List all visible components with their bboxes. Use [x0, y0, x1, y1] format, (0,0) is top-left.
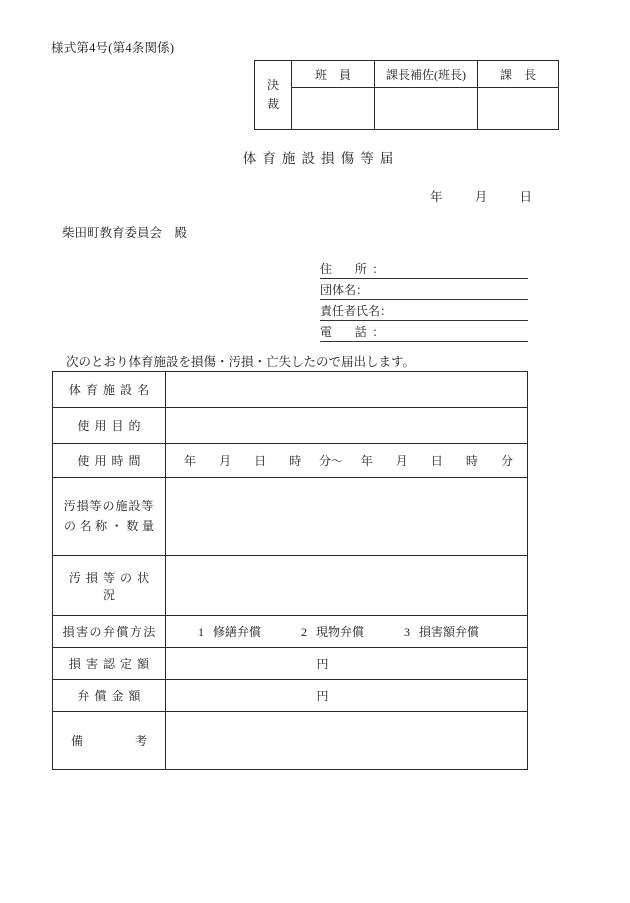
- form-code-label: 様式第4号(第4条関係): [51, 41, 175, 55]
- field-row-organization: [320, 279, 528, 300]
- start-year-label: 年: [184, 454, 197, 468]
- label-damaged-items: [53, 478, 166, 556]
- table-row-compensation-amount: [53, 680, 528, 712]
- start-hour-label: 時: [289, 454, 302, 468]
- label-remarks-text: [57, 732, 161, 749]
- value-assessed-damage[interactable]: [166, 648, 528, 680]
- label-usage-time: [53, 444, 166, 478]
- compensation-option-monetary-number: 3: [404, 625, 411, 639]
- end-hour-label: 時: [465, 454, 478, 468]
- compensation-amount-currency-unit: 円: [316, 689, 329, 703]
- applicant-fields-group: [320, 258, 528, 342]
- compensation-option-monetary-label: 損害額弁償: [419, 625, 480, 639]
- start-minute-label: 分～: [318, 454, 343, 468]
- table-row-compensation-method: [53, 616, 528, 648]
- approval-header-assistant-chief: 課長補佐(班長): [375, 61, 478, 88]
- compensation-options-row: [166, 623, 527, 640]
- organization-label: 団体名：: [320, 283, 369, 297]
- representative-input[interactable]: [392, 302, 528, 320]
- value-purpose[interactable]: [166, 408, 528, 444]
- label-remarks-left: 備: [71, 734, 84, 748]
- label-compensation-amount-text: 弁償金額: [77, 689, 146, 703]
- start-day-label: 日: [254, 454, 267, 468]
- label-damage-condition-text: 汚損等の状況: [68, 570, 155, 602]
- label-assessed-damage-text: 損害認定額: [68, 657, 155, 671]
- addressee-line: 柴田町教育委員会 殿: [62, 226, 188, 240]
- assessed-damage-amount-row: [166, 655, 527, 672]
- approval-stamp-chief[interactable]: [478, 88, 559, 130]
- label-purpose: [53, 408, 166, 444]
- label-remarks: [53, 712, 166, 770]
- date-month-label: 月: [474, 190, 488, 204]
- compensation-option-in-kind[interactable]: [301, 623, 364, 640]
- representative-label: 責任者氏名：: [320, 304, 393, 318]
- address-input[interactable]: [390, 260, 528, 278]
- date-line: [430, 187, 532, 205]
- field-row-representative: [320, 300, 528, 321]
- main-form-table: [52, 371, 528, 770]
- date-day-label: 日: [519, 190, 533, 204]
- approval-table: [254, 60, 559, 130]
- approval-header-member: 班 員: [292, 61, 375, 88]
- document-title: 体育施設損傷等届: [242, 151, 400, 166]
- value-compensation-method[interactable]: [166, 616, 528, 648]
- approval-header-chief: 課 長: [478, 61, 559, 88]
- table-row-damage-condition: [53, 556, 528, 616]
- label-facility-name-text: 体育施設名: [68, 383, 155, 397]
- label-compensation-method-text: 損害の弁償方法: [62, 625, 157, 639]
- table-row-purpose: [53, 408, 528, 444]
- approval-stamp-row: [255, 88, 559, 130]
- field-row-telephone: [320, 321, 528, 342]
- address-label: 住 所：: [320, 262, 390, 276]
- table-row-facility-name: [53, 372, 528, 408]
- value-usage-time[interactable]: [166, 444, 528, 478]
- field-row-address: [320, 258, 528, 279]
- approval-decision-label: [255, 61, 292, 130]
- label-purpose-text: 使用目的: [77, 419, 146, 433]
- label-remarks-right: 考: [134, 734, 147, 748]
- end-year-label: 年: [360, 454, 373, 468]
- start-month-label: 月: [219, 454, 232, 468]
- table-row-damaged-items: [53, 478, 528, 556]
- label-damaged-items-line2: の名称・数量: [63, 518, 158, 533]
- table-row-assessed-damage: [53, 648, 528, 680]
- value-damaged-items[interactable]: [166, 478, 528, 556]
- table-row-usage-time: [53, 444, 528, 478]
- assessed-damage-currency-unit: 円: [316, 657, 329, 671]
- value-compensation-amount[interactable]: [166, 680, 528, 712]
- compensation-option-monetary[interactable]: [404, 623, 479, 640]
- date-year-label: 年: [430, 190, 443, 204]
- value-facility-name[interactable]: [166, 372, 528, 408]
- approval-stamp-member[interactable]: [292, 88, 375, 130]
- compensation-option-repair[interactable]: [198, 623, 261, 640]
- usage-time-inline-row: [166, 452, 527, 469]
- telephone-input[interactable]: [390, 323, 528, 341]
- decision-label-line1: 決: [266, 78, 279, 93]
- organization-input[interactable]: [368, 281, 528, 299]
- label-compensation-method: [53, 616, 166, 648]
- label-damaged-items-text: [57, 497, 161, 537]
- label-assessed-damage: [53, 648, 166, 680]
- compensation-amount-row: [166, 687, 527, 704]
- compensation-option-repair-number: 1: [198, 625, 204, 639]
- end-minute-label: 分: [500, 454, 513, 468]
- compensation-option-in-kind-label: 現物弁償: [316, 625, 365, 639]
- end-day-label: 日: [430, 454, 443, 468]
- decision-label-line2: 裁: [266, 97, 279, 111]
- intro-sentence: 次のとおり体育施設を損傷・汚損・亡失したので届出します。: [66, 355, 416, 369]
- label-damage-condition: [53, 556, 166, 616]
- label-damaged-items-line1: 汚損等の施設等: [63, 498, 155, 513]
- approval-header-row: [255, 61, 559, 88]
- end-month-label: 月: [395, 454, 408, 468]
- label-facility-name: [53, 372, 166, 408]
- value-remarks[interactable]: [166, 712, 528, 770]
- telephone-label: 電 話：: [320, 325, 390, 339]
- compensation-option-repair-label: 修繕弁償: [213, 625, 262, 639]
- approval-stamp-assistant-chief[interactable]: [375, 88, 478, 130]
- label-usage-time-text: 使用時間: [77, 454, 146, 468]
- compensation-option-in-kind-number: 2: [301, 625, 308, 639]
- label-compensation-amount: [53, 680, 166, 712]
- value-damage-condition[interactable]: [166, 556, 528, 616]
- table-row-remarks: [53, 712, 528, 770]
